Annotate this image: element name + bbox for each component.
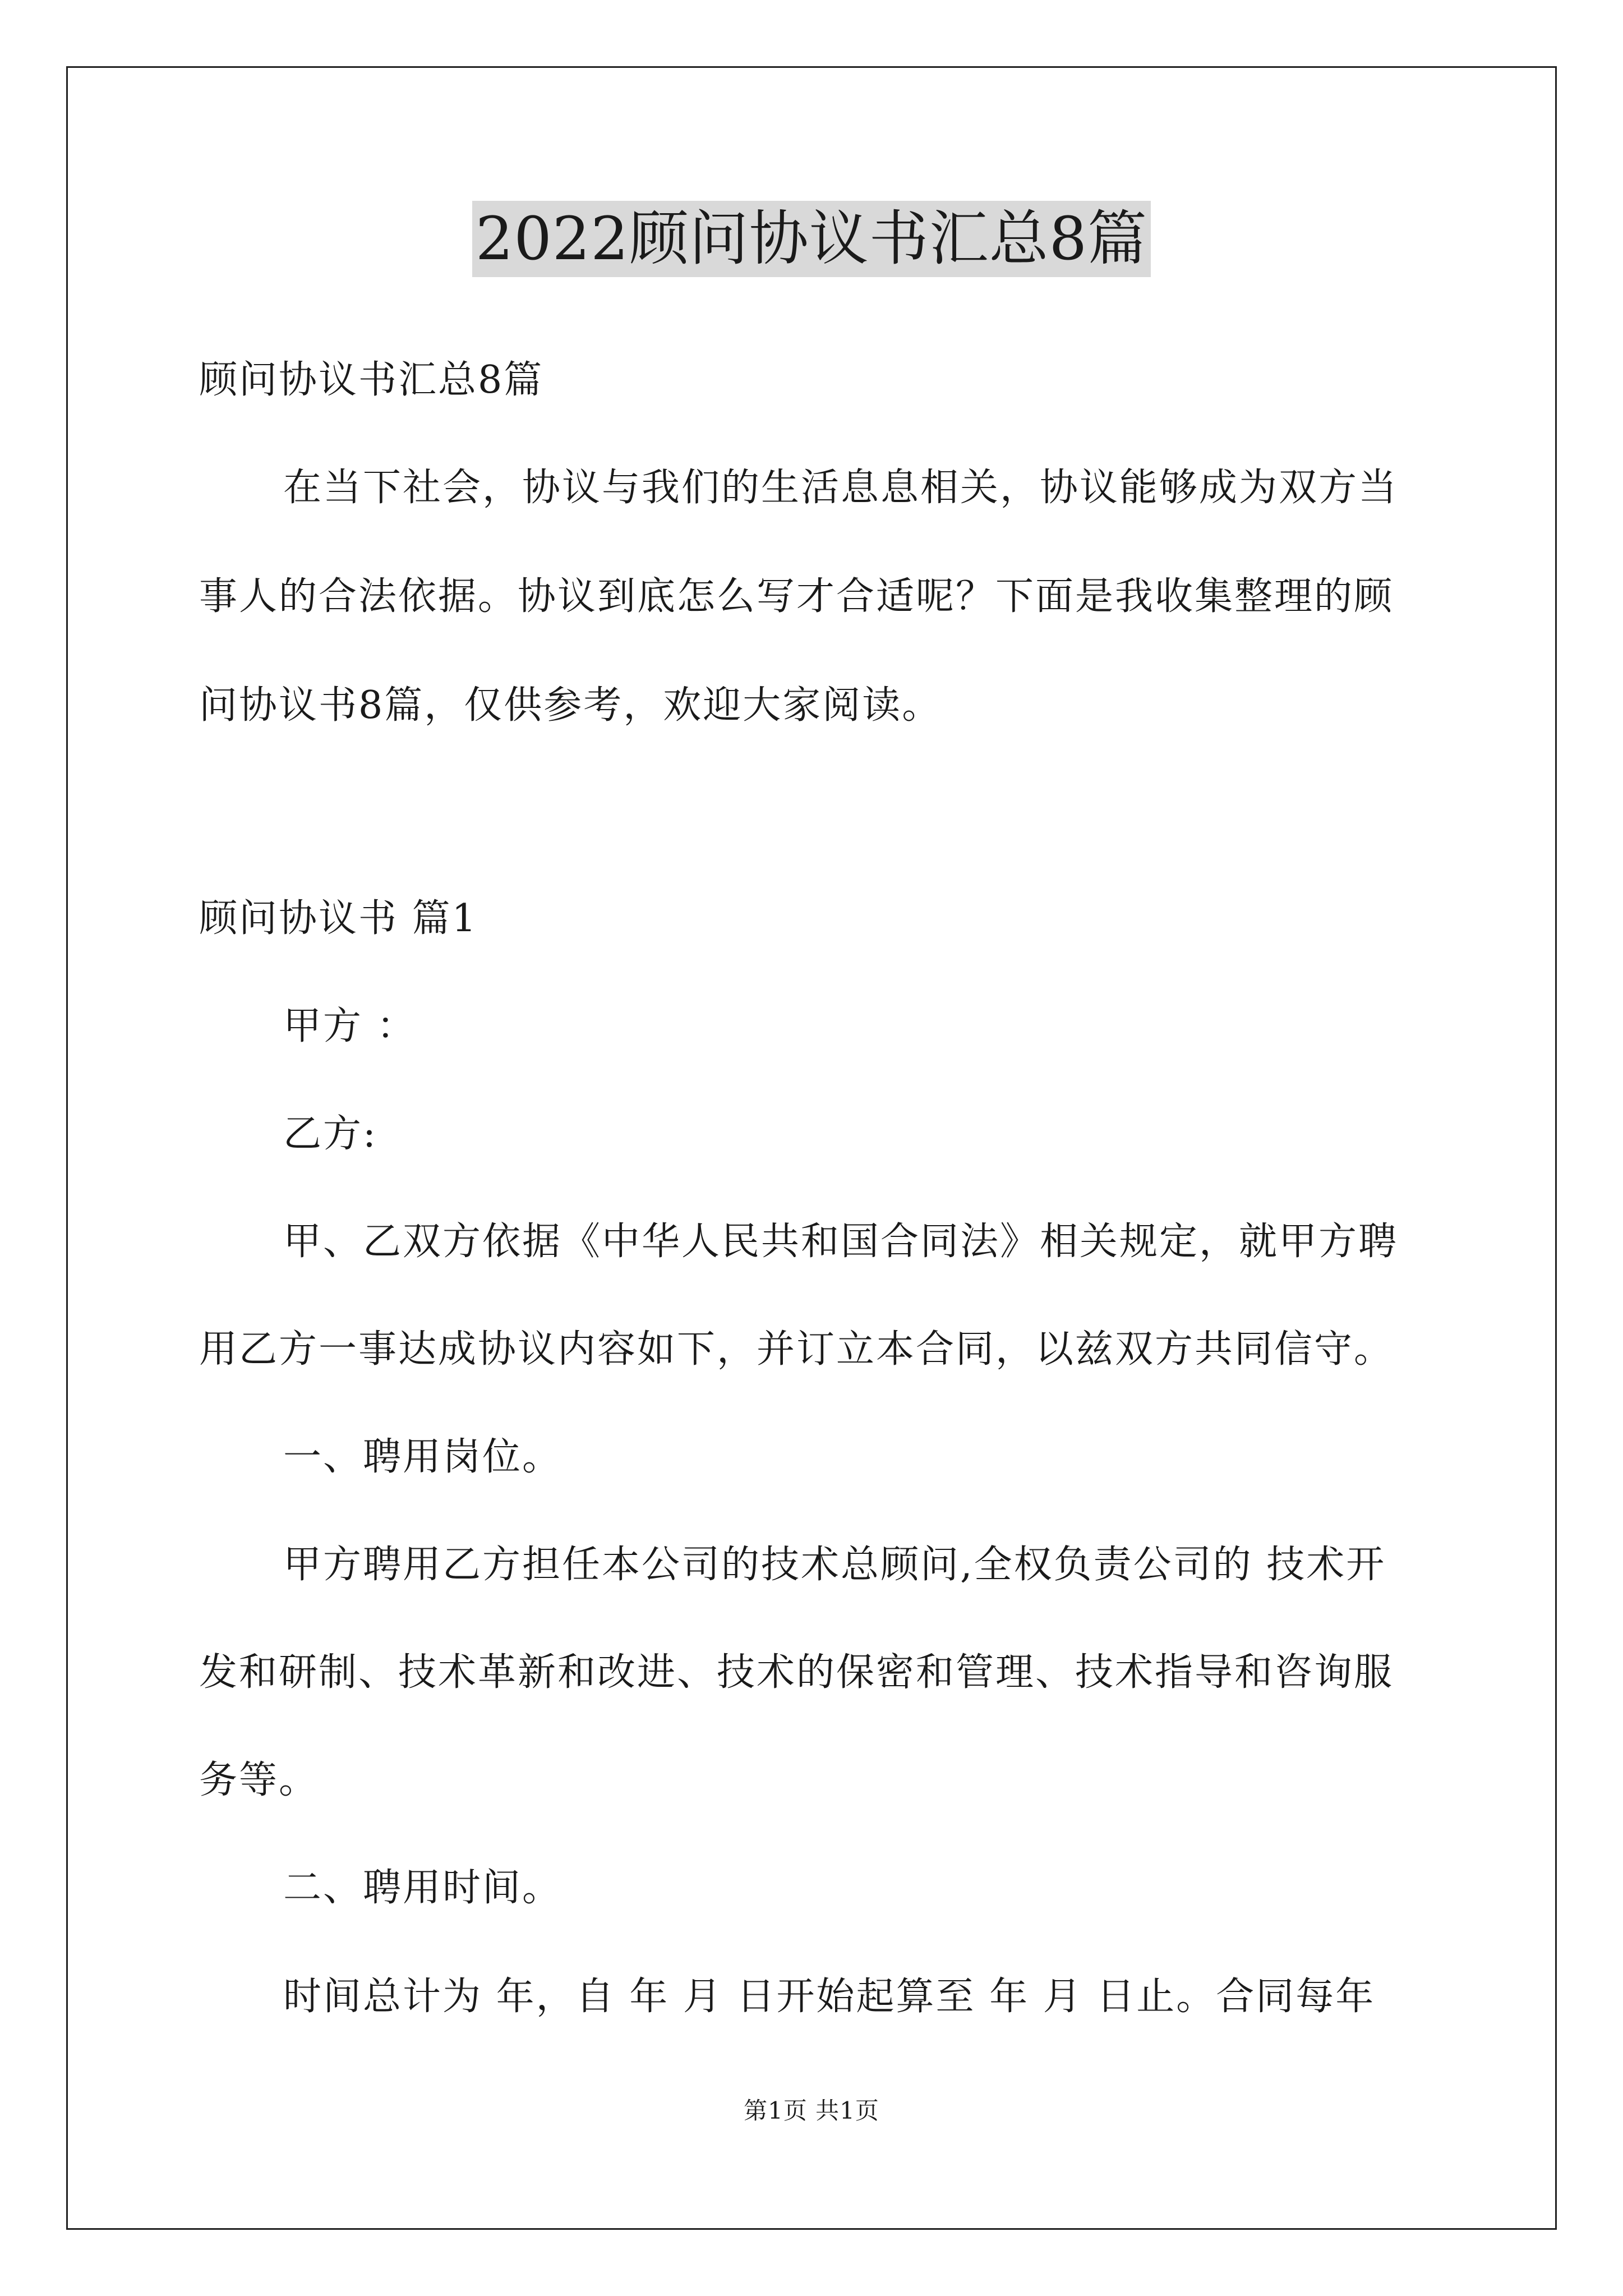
- title-container: [0, 201, 1623, 277]
- document-title: 2022顾问协议书汇总8篇: [472, 201, 1151, 277]
- clause2-line-1: 时间总计为 年，自 年 月 日开始起算至 年 月 日止。合同每年: [283, 1975, 1376, 2019]
- clause1-line-1: 甲方聘用乙方担任本公司的技术总顾问,全权负责公司的 技术开: [283, 1543, 1386, 1587]
- clause1-line-2: 发和研制、技术革新和改进、技术的保密和管理、技术指导和咨询服: [199, 1650, 1394, 1695]
- clause2-heading: 二、聘用时间。: [283, 1866, 562, 1910]
- intro-line-1: 在当下社会，协议与我们的生活息息相关，协议能够成为双方当: [283, 466, 1399, 510]
- clause-intro-line-1: 甲、乙双方依据《中华人民共和国合同法》相关规定，就甲方聘: [283, 1220, 1399, 1264]
- section-heading: 顾问协议书 篇1: [199, 896, 478, 941]
- party-b-line: 乙方:: [283, 1112, 377, 1156]
- document-subtitle: 顾问协议书汇总8篇: [199, 358, 544, 402]
- party-a-line: 甲方 ：: [283, 1004, 417, 1048]
- intro-line-3: 问协议书8篇，仅供参考，欢迎大家阅读。: [199, 683, 942, 728]
- page-number-footer: 第1页 共1页: [744, 2097, 879, 2124]
- clause1-heading: 一、聘用岗位。: [283, 1435, 562, 1479]
- intro-line-2: 事人的合法依据。协议到底怎么写才合适呢？下面是我收集整理的顾: [199, 574, 1394, 619]
- clause1-line-3: 务等。: [199, 1758, 319, 1802]
- clause-intro-line-2: 用乙方一事达成协议内容如下，并订立本合同，以兹双方共同信守。: [199, 1327, 1394, 1372]
